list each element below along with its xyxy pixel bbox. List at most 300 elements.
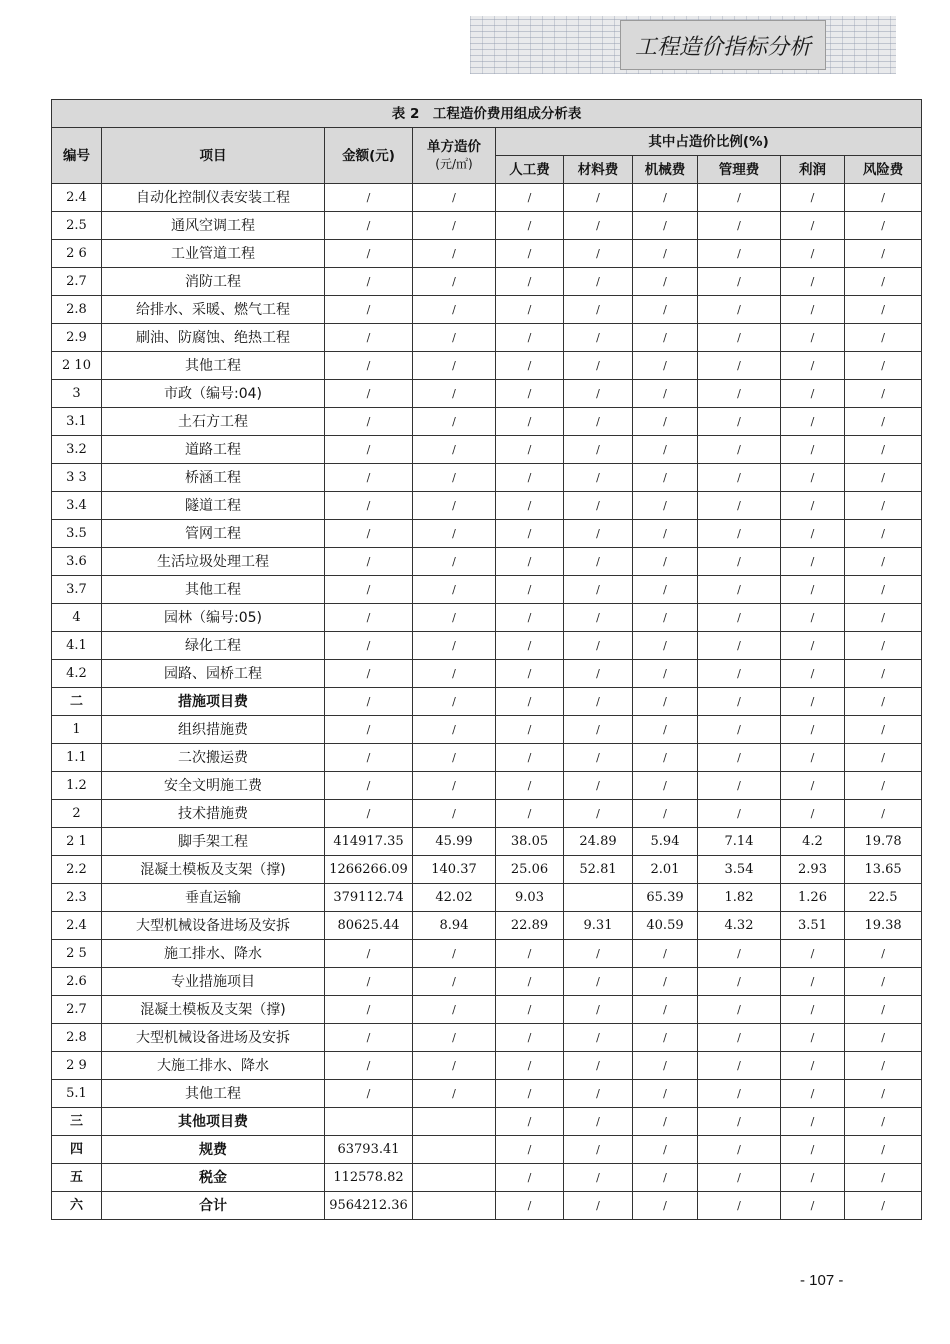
- table-row: [52, 856, 922, 884]
- cell-management: /: [698, 604, 781, 632]
- cell-code: 4: [52, 604, 102, 632]
- cell-material: /: [564, 772, 633, 800]
- cell-item: 土石方工程: [102, 408, 325, 436]
- cell-machine: /: [633, 548, 698, 576]
- cell-profit: /: [781, 744, 845, 772]
- table-row: [52, 576, 922, 604]
- cell-item: 自动化控制仪表安装工程: [102, 184, 325, 212]
- cell-material: /: [564, 240, 633, 268]
- cell-risk: /: [845, 996, 922, 1024]
- cell-item: 施工排水、降水: [102, 940, 325, 968]
- cell-code: 2 1: [52, 828, 102, 856]
- cell-code: 三: [52, 1108, 102, 1136]
- cell-risk: /: [845, 940, 922, 968]
- cell-material: /: [564, 1052, 633, 1080]
- cell-code: 六: [52, 1192, 102, 1220]
- cell-labor: /: [496, 772, 564, 800]
- cell-management: 1.82: [698, 884, 781, 912]
- cell-risk: /: [845, 1192, 922, 1220]
- cell-item: 通风空调工程: [102, 212, 325, 240]
- cell-code: 4.2: [52, 660, 102, 688]
- cell-profit: /: [781, 408, 845, 436]
- cell-machine: /: [633, 464, 698, 492]
- cell-profit: /: [781, 604, 845, 632]
- cell-item: 大型机械设备进场及安拆: [102, 1024, 325, 1052]
- cell-code: 3 3: [52, 464, 102, 492]
- cell-risk: /: [845, 660, 922, 688]
- cell-material: /: [564, 688, 633, 716]
- cell-management: /: [698, 1024, 781, 1052]
- cell-management: /: [698, 772, 781, 800]
- cell-profit: /: [781, 772, 845, 800]
- table-row: [52, 912, 922, 940]
- cell-code: 2 9: [52, 1052, 102, 1080]
- cell-risk: /: [845, 604, 922, 632]
- cell-material: /: [564, 632, 633, 660]
- cell-item: 二次搬运费: [102, 744, 325, 772]
- cell-risk: 22.5: [845, 884, 922, 912]
- cell-management: /: [698, 800, 781, 828]
- cell-machine: /: [633, 1136, 698, 1164]
- cell-profit: /: [781, 1192, 845, 1220]
- table-row: [52, 212, 922, 240]
- cell-unit-price: /: [413, 268, 496, 296]
- cell-item: 生活垃圾处理工程: [102, 548, 325, 576]
- cell-amount: /: [325, 632, 413, 660]
- cell-risk: /: [845, 800, 922, 828]
- cell-machine: /: [633, 1192, 698, 1220]
- cell-item: 园林（编号:05): [102, 604, 325, 632]
- cell-amount: 1266266.09: [325, 856, 413, 884]
- cell-unit-price: /: [413, 492, 496, 520]
- cell-unit-price: /: [413, 240, 496, 268]
- cell-material: [564, 884, 633, 912]
- cell-labor: /: [496, 380, 564, 408]
- cell-machine: /: [633, 660, 698, 688]
- cell-unit-price: 140.37: [413, 856, 496, 884]
- table-row: [52, 996, 922, 1024]
- cell-machine: /: [633, 772, 698, 800]
- cell-management: /: [698, 632, 781, 660]
- cell-item: 混凝土模板及支架（撑): [102, 856, 325, 884]
- cell-risk: /: [845, 408, 922, 436]
- unit-price-unit: (元/㎡): [435, 157, 473, 171]
- cell-unit-price: /: [413, 464, 496, 492]
- cell-labor: /: [496, 520, 564, 548]
- cell-risk: /: [845, 324, 922, 352]
- col-header-ratio-group: 其中占造价比例(%): [496, 128, 922, 156]
- cell-unit-price: /: [413, 800, 496, 828]
- cell-management: /: [698, 1164, 781, 1192]
- cell-machine: /: [633, 184, 698, 212]
- table-row: [52, 380, 922, 408]
- cell-risk: /: [845, 352, 922, 380]
- cell-item: 脚手架工程: [102, 828, 325, 856]
- cell-item: 消防工程: [102, 268, 325, 296]
- cell-machine: /: [633, 436, 698, 464]
- cell-management: /: [698, 576, 781, 604]
- cell-code: 3: [52, 380, 102, 408]
- cell-labor: /: [496, 492, 564, 520]
- cell-risk: /: [845, 520, 922, 548]
- table-row: [52, 604, 922, 632]
- cell-amount: /: [325, 716, 413, 744]
- table-row: [52, 324, 922, 352]
- cell-risk: /: [845, 240, 922, 268]
- cell-profit: /: [781, 492, 845, 520]
- cell-material: /: [564, 184, 633, 212]
- cell-machine: /: [633, 296, 698, 324]
- cell-machine: /: [633, 520, 698, 548]
- cell-material: /: [564, 968, 633, 996]
- cell-code: 2 6: [52, 240, 102, 268]
- cell-profit: /: [781, 688, 845, 716]
- cell-risk: /: [845, 632, 922, 660]
- cell-amount: /: [325, 576, 413, 604]
- cell-risk: /: [845, 1052, 922, 1080]
- cell-machine: /: [633, 576, 698, 604]
- cell-amount: /: [325, 548, 413, 576]
- table-row: [52, 240, 922, 268]
- cell-machine: 65.39: [633, 884, 698, 912]
- cell-management: /: [698, 268, 781, 296]
- cell-profit: /: [781, 352, 845, 380]
- cell-amount: /: [325, 968, 413, 996]
- cell-labor: 38.05: [496, 828, 564, 856]
- cell-item: 道路工程: [102, 436, 325, 464]
- page-section-title: 工程造价指标分析: [620, 20, 826, 70]
- cell-machine: /: [633, 604, 698, 632]
- cell-item: 管网工程: [102, 520, 325, 548]
- cell-code: 2.8: [52, 1024, 102, 1052]
- cell-unit-price: /: [413, 632, 496, 660]
- cell-risk: /: [845, 576, 922, 604]
- cell-labor: /: [496, 1052, 564, 1080]
- cell-machine: /: [633, 632, 698, 660]
- cell-risk: /: [845, 464, 922, 492]
- cell-machine: /: [633, 212, 698, 240]
- cell-amount: /: [325, 324, 413, 352]
- cell-amount: /: [325, 212, 413, 240]
- cell-management: /: [698, 380, 781, 408]
- cell-code: 3.5: [52, 520, 102, 548]
- cell-management: /: [698, 352, 781, 380]
- cell-machine: /: [633, 268, 698, 296]
- cell-amount: /: [325, 940, 413, 968]
- cell-labor: /: [496, 1192, 564, 1220]
- cell-labor: 22.89: [496, 912, 564, 940]
- cell-item: 税金: [102, 1164, 325, 1192]
- cell-amount: 112578.82: [325, 1164, 413, 1192]
- cell-labor: 9.03: [496, 884, 564, 912]
- cell-unit-price: /: [413, 772, 496, 800]
- cell-item: 给排水、采暖、燃气工程: [102, 296, 325, 324]
- cell-material: /: [564, 520, 633, 548]
- cell-labor: /: [496, 268, 564, 296]
- cell-unit-price: /: [413, 1052, 496, 1080]
- cell-profit: /: [781, 632, 845, 660]
- cell-profit: 4.2: [781, 828, 845, 856]
- cell-profit: /: [781, 1108, 845, 1136]
- cell-item: 其他工程: [102, 1080, 325, 1108]
- table-row: [52, 800, 922, 828]
- cell-material: /: [564, 1164, 633, 1192]
- cell-item: 混凝土模板及支架（撑): [102, 996, 325, 1024]
- cell-amount: /: [325, 436, 413, 464]
- cell-item: 安全文明施工费: [102, 772, 325, 800]
- table-row: [52, 660, 922, 688]
- cell-unit-price: /: [413, 520, 496, 548]
- cell-code: 2.7: [52, 268, 102, 296]
- cell-unit-price: /: [413, 968, 496, 996]
- cell-material: 52.81: [564, 856, 633, 884]
- cell-material: 24.89: [564, 828, 633, 856]
- cell-risk: /: [845, 184, 922, 212]
- cell-amount: /: [325, 408, 413, 436]
- cell-labor: /: [496, 576, 564, 604]
- cell-labor: /: [496, 548, 564, 576]
- cell-amount: 80625.44: [325, 912, 413, 940]
- cell-amount: /: [325, 352, 413, 380]
- cell-amount: /: [325, 1052, 413, 1080]
- cell-machine: /: [633, 716, 698, 744]
- table-row: [52, 1108, 922, 1136]
- table-row: [52, 548, 922, 576]
- cell-labor: /: [496, 1080, 564, 1108]
- cell-material: /: [564, 380, 633, 408]
- table-row: [52, 520, 922, 548]
- cell-management: 3.54: [698, 856, 781, 884]
- cell-material: /: [564, 1024, 633, 1052]
- cell-management: /: [698, 212, 781, 240]
- cell-material: /: [564, 296, 633, 324]
- table-body: [52, 184, 922, 1220]
- cell-code: 2 10: [52, 352, 102, 380]
- cell-profit: 2.93: [781, 856, 845, 884]
- cell-machine: /: [633, 408, 698, 436]
- cell-material: /: [564, 268, 633, 296]
- cell-amount: /: [325, 296, 413, 324]
- cell-code: 3.6: [52, 548, 102, 576]
- cell-management: /: [698, 436, 781, 464]
- cell-material: /: [564, 324, 633, 352]
- cell-management: /: [698, 1108, 781, 1136]
- cell-management: /: [698, 996, 781, 1024]
- col-header-profit: 利润: [781, 156, 845, 184]
- cell-code: 2.6: [52, 968, 102, 996]
- cell-amount: 9564212.36: [325, 1192, 413, 1220]
- cell-management: 7.14: [698, 828, 781, 856]
- cell-code: 3.2: [52, 436, 102, 464]
- cell-code: 1: [52, 716, 102, 744]
- cell-material: /: [564, 604, 633, 632]
- cell-labor: /: [496, 464, 564, 492]
- cell-item: 组织措施费: [102, 716, 325, 744]
- cell-machine: /: [633, 688, 698, 716]
- cell-material: /: [564, 744, 633, 772]
- cell-item: 绿化工程: [102, 632, 325, 660]
- cell-amount: /: [325, 688, 413, 716]
- cell-code: 3.7: [52, 576, 102, 604]
- table-row: [52, 184, 922, 212]
- cell-code: 2.7: [52, 996, 102, 1024]
- cell-item: 大型机械设备进场及安拆: [102, 912, 325, 940]
- table-row: [52, 716, 922, 744]
- cell-machine: /: [633, 1164, 698, 1192]
- cell-material: /: [564, 1108, 633, 1136]
- cell-labor: /: [496, 996, 564, 1024]
- cell-item: 其他工程: [102, 576, 325, 604]
- cell-amount: /: [325, 744, 413, 772]
- cell-profit: /: [781, 996, 845, 1024]
- col-header-code: 编号: [52, 128, 102, 184]
- cell-management: /: [698, 324, 781, 352]
- cell-management: /: [698, 240, 781, 268]
- cost-composition-table: [51, 99, 922, 1220]
- cell-machine: /: [633, 1052, 698, 1080]
- cell-item: 工业管道工程: [102, 240, 325, 268]
- cell-unit-price: 45.99: [413, 828, 496, 856]
- cell-code: 二: [52, 688, 102, 716]
- cell-machine: /: [633, 1108, 698, 1136]
- cell-profit: /: [781, 1164, 845, 1192]
- cell-labor: /: [496, 604, 564, 632]
- cell-material: /: [564, 548, 633, 576]
- cell-machine: /: [633, 968, 698, 996]
- cell-risk: /: [845, 1136, 922, 1164]
- cell-profit: /: [781, 716, 845, 744]
- table-row: [52, 492, 922, 520]
- cell-code: 3.1: [52, 408, 102, 436]
- col-header-material: 材料费: [564, 156, 633, 184]
- cell-amount: 379112.74: [325, 884, 413, 912]
- cell-material: /: [564, 212, 633, 240]
- cell-management: /: [698, 968, 781, 996]
- cell-amount: /: [325, 1024, 413, 1052]
- table-caption: 表 2 工程造价费用组成分析表: [52, 100, 922, 128]
- cell-unit-price: /: [413, 576, 496, 604]
- cell-management: /: [698, 716, 781, 744]
- cell-risk: /: [845, 772, 922, 800]
- cell-management: 4.32: [698, 912, 781, 940]
- cell-risk: /: [845, 212, 922, 240]
- cell-management: /: [698, 744, 781, 772]
- cell-risk: /: [845, 744, 922, 772]
- cell-management: /: [698, 1192, 781, 1220]
- cell-risk: /: [845, 296, 922, 324]
- cell-management: /: [698, 492, 781, 520]
- cell-machine: 2.01: [633, 856, 698, 884]
- cell-unit-price: /: [413, 1024, 496, 1052]
- cell-amount: /: [325, 520, 413, 548]
- cell-amount: /: [325, 380, 413, 408]
- table-row: [52, 464, 922, 492]
- cell-profit: /: [781, 184, 845, 212]
- cell-risk: /: [845, 380, 922, 408]
- cell-profit: /: [781, 268, 845, 296]
- cell-management: /: [698, 1052, 781, 1080]
- cell-management: /: [698, 548, 781, 576]
- cell-unit-price: 8.94: [413, 912, 496, 940]
- cell-machine: 5.94: [633, 828, 698, 856]
- cell-amount: /: [325, 604, 413, 632]
- col-header-management: 管理费: [698, 156, 781, 184]
- cell-material: /: [564, 716, 633, 744]
- cell-unit-price: /: [413, 184, 496, 212]
- unit-price-label: 单方造价: [427, 139, 481, 155]
- cell-profit: /: [781, 1080, 845, 1108]
- cell-amount: 414917.35: [325, 828, 413, 856]
- col-header-unit-price: [413, 128, 496, 184]
- cell-material: /: [564, 464, 633, 492]
- cell-profit: /: [781, 660, 845, 688]
- cell-labor: /: [496, 940, 564, 968]
- cell-amount: /: [325, 1080, 413, 1108]
- cell-risk: /: [845, 968, 922, 996]
- cell-unit-price: /: [413, 744, 496, 772]
- cell-unit-price: /: [413, 996, 496, 1024]
- cell-machine: /: [633, 240, 698, 268]
- cell-profit: /: [781, 940, 845, 968]
- cell-profit: /: [781, 1024, 845, 1052]
- cell-risk: /: [845, 1080, 922, 1108]
- cell-item: 园路、园桥工程: [102, 660, 325, 688]
- cell-item: 桥涵工程: [102, 464, 325, 492]
- cell-unit-price: /: [413, 324, 496, 352]
- table-row: [52, 688, 922, 716]
- cell-labor: /: [496, 1136, 564, 1164]
- table-row: [52, 744, 922, 772]
- table-row: [52, 940, 922, 968]
- cell-profit: /: [781, 464, 845, 492]
- col-header-amount: 金额(元): [325, 128, 413, 184]
- cell-labor: /: [496, 352, 564, 380]
- cell-unit-price: /: [413, 1080, 496, 1108]
- cell-risk: 19.78: [845, 828, 922, 856]
- cell-risk: /: [845, 716, 922, 744]
- cell-profit: 3.51: [781, 912, 845, 940]
- cell-management: /: [698, 940, 781, 968]
- cell-profit: /: [781, 1136, 845, 1164]
- cell-unit-price: [413, 1136, 496, 1164]
- cell-machine: /: [633, 324, 698, 352]
- table-row: [52, 268, 922, 296]
- cell-management: /: [698, 296, 781, 324]
- cell-material: /: [564, 940, 633, 968]
- cell-unit-price: /: [413, 380, 496, 408]
- cell-item: 措施项目费: [102, 688, 325, 716]
- table-row: [52, 352, 922, 380]
- cell-risk: /: [845, 688, 922, 716]
- table-row: [52, 884, 922, 912]
- cell-item: 刷油、防腐蚀、绝热工程: [102, 324, 325, 352]
- cell-amount: /: [325, 240, 413, 268]
- cell-amount: /: [325, 660, 413, 688]
- cell-unit-price: [413, 1192, 496, 1220]
- cell-material: /: [564, 996, 633, 1024]
- cell-profit: /: [781, 240, 845, 268]
- cell-risk: /: [845, 1108, 922, 1136]
- cell-profit: /: [781, 968, 845, 996]
- cell-code: 1.1: [52, 744, 102, 772]
- cell-machine: /: [633, 996, 698, 1024]
- cell-code: 2: [52, 800, 102, 828]
- cell-material: /: [564, 408, 633, 436]
- cell-item: 规费: [102, 1136, 325, 1164]
- cell-unit-price: /: [413, 716, 496, 744]
- cell-unit-price: /: [413, 352, 496, 380]
- cell-machine: /: [633, 380, 698, 408]
